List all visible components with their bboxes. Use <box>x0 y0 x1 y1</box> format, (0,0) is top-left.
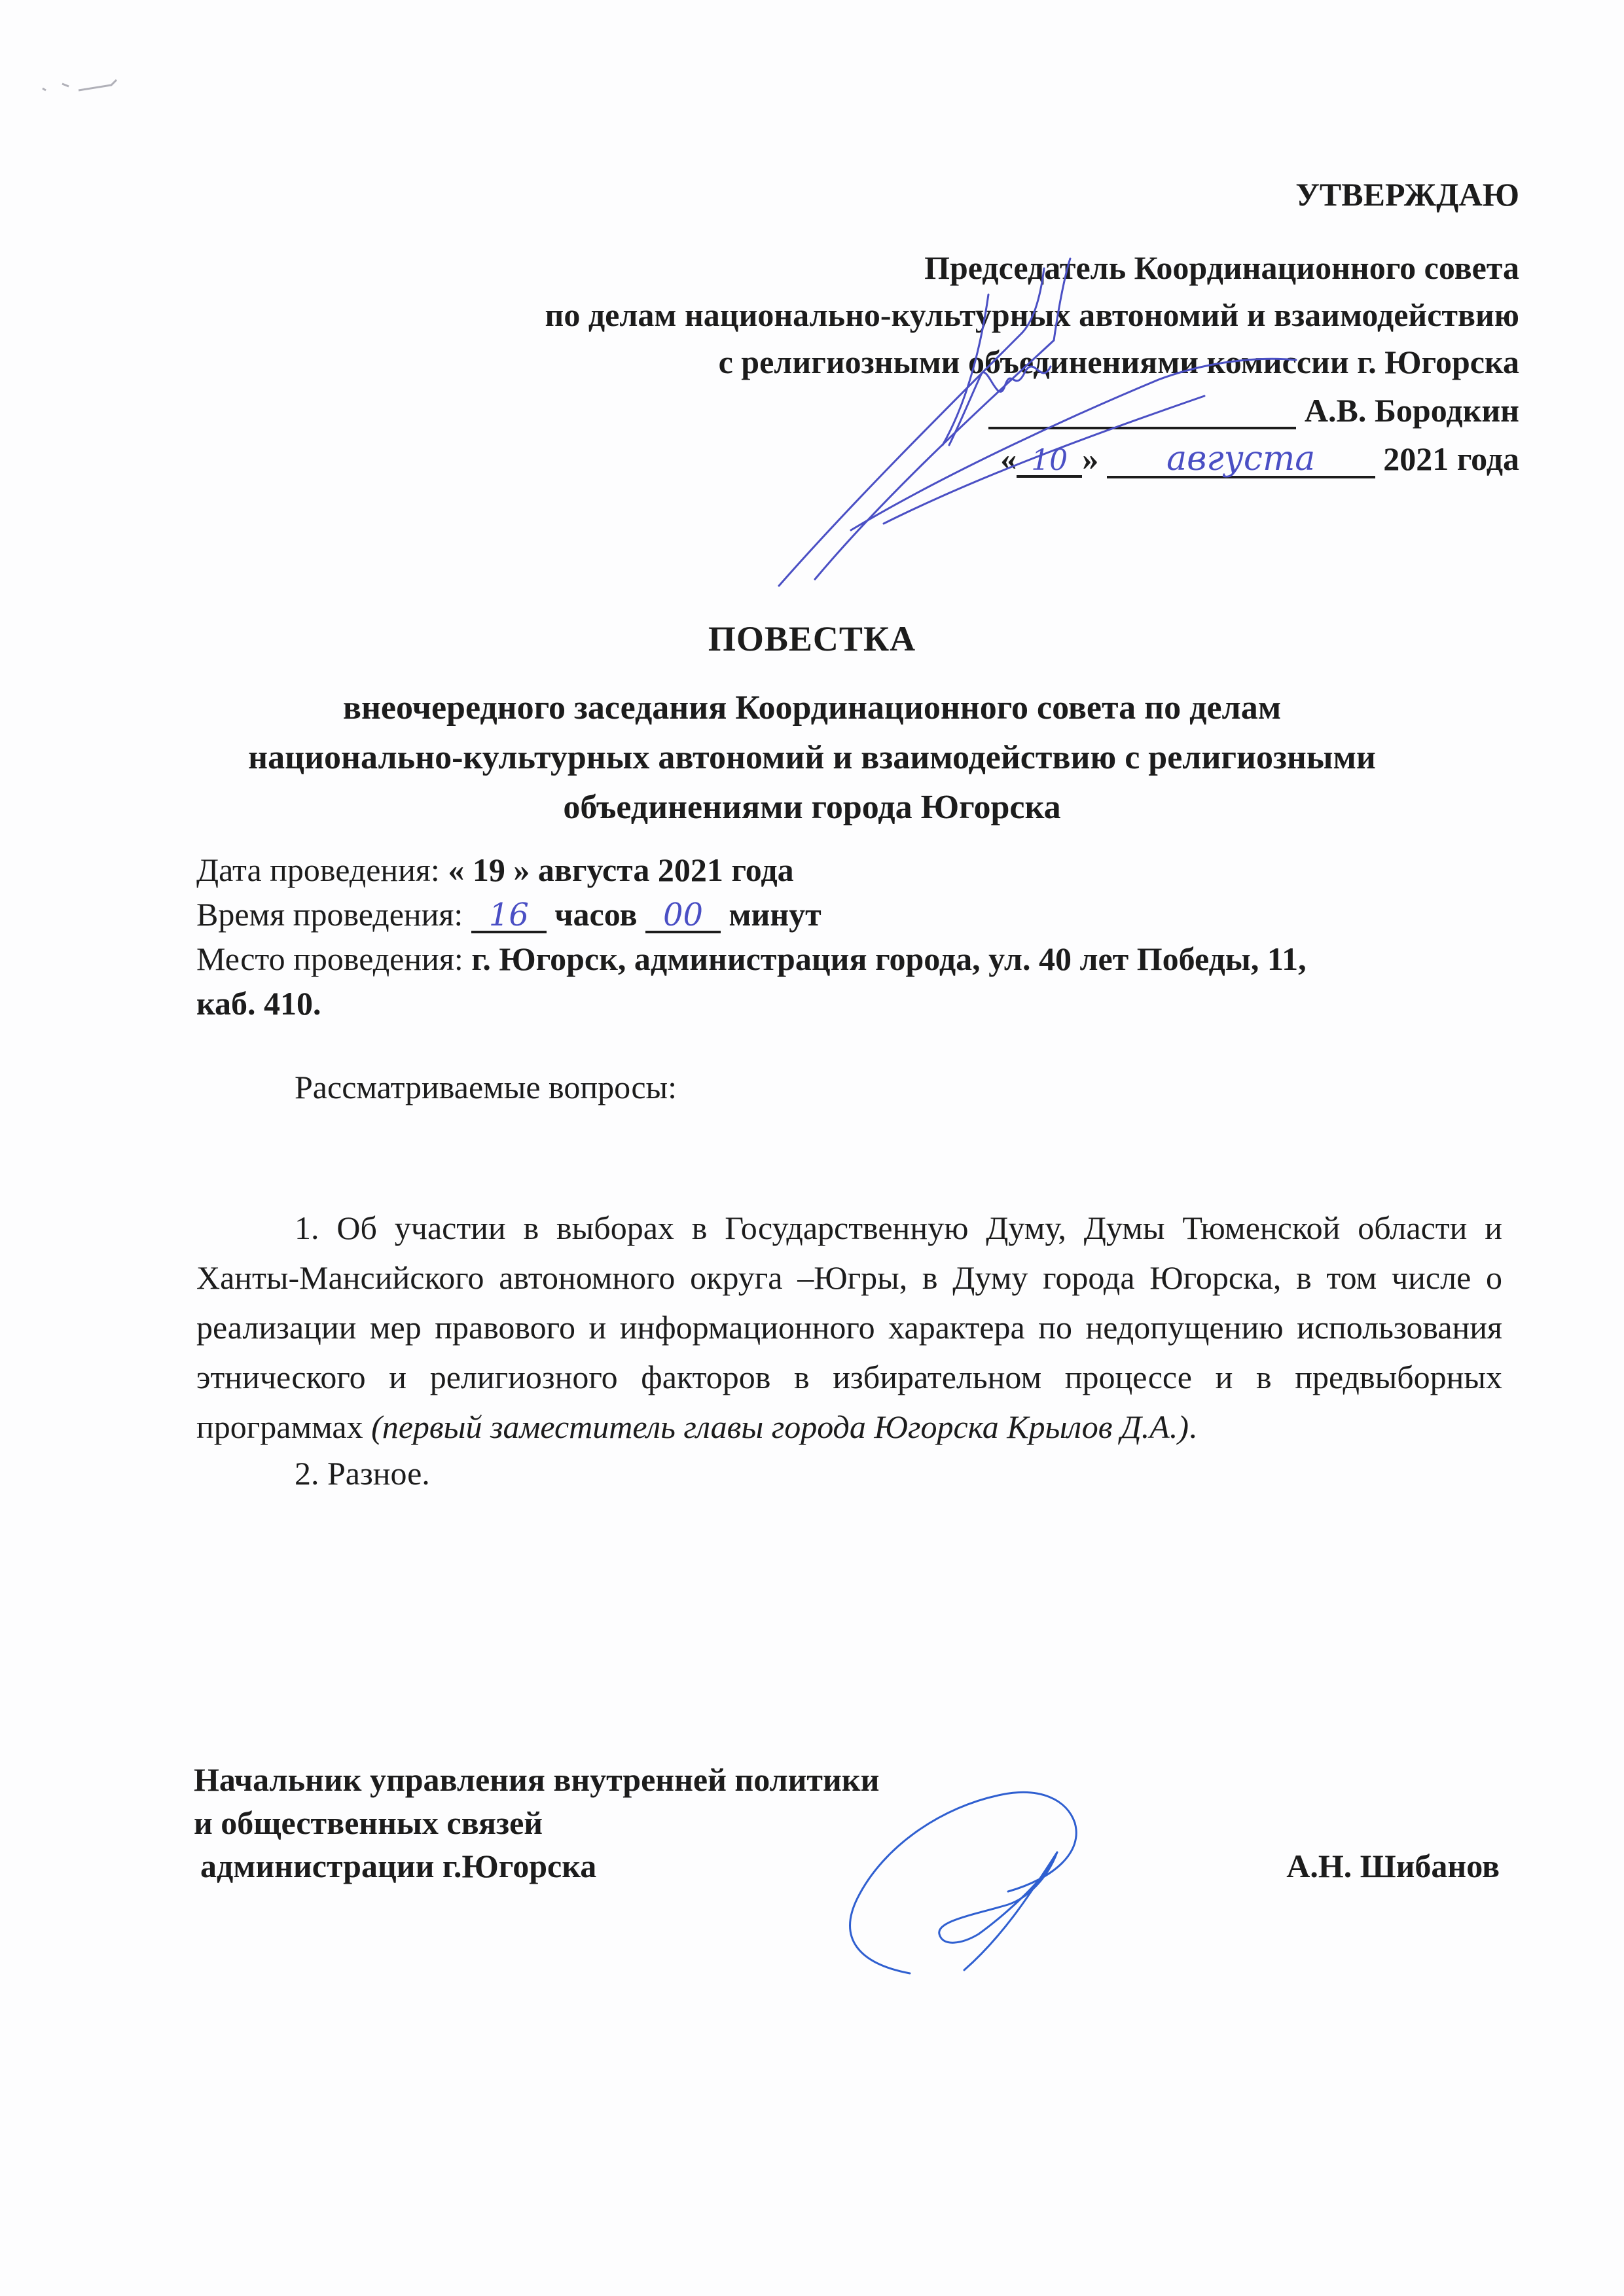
meeting-time-label: Время проведения: <box>196 896 471 933</box>
date-close-quote: » <box>1082 440 1099 477</box>
footer-position-line: Начальник управления внутренней политики <box>194 1761 880 1798</box>
signature-blank <box>988 394 1296 429</box>
meeting-time <box>196 895 821 933</box>
handwritten-month: августа <box>1107 442 1375 478</box>
scan-artifact <box>39 72 131 105</box>
document-subtitle-line: национально-культурных автономий и взаимодействию с религиозными <box>248 739 1376 776</box>
agenda-item-end: . <box>1188 1408 1197 1445</box>
approval-heading: УТВЕРЖДАЮ <box>1295 176 1519 213</box>
approval-position-line: Председатель Координационного совета <box>924 249 1519 286</box>
approval-position-line: с религиозными объединениями комиссии г. Югорска <box>718 344 1519 380</box>
handwritten-minutes: 00 <box>645 899 721 933</box>
document-subtitle-line: внеочередного заседания Координационного совета по делам <box>342 689 1282 726</box>
handwritten-day: 10 <box>1017 446 1082 478</box>
approval-signature-line <box>988 391 1519 429</box>
agenda-item-speaker: (первый заместитель главы города Югорска Крылов Д.А.) <box>371 1408 1189 1445</box>
meeting-place <box>196 940 1307 978</box>
document-title: ПОВЕСТКА <box>708 619 916 658</box>
meeting-date-value: « 19 » августа 2021 года <box>448 852 794 888</box>
footer-signature <box>831 1767 1106 2016</box>
document-subtitle-line: объединениями города Югорска <box>563 789 1061 826</box>
approval-date <box>1000 440 1519 478</box>
footer-position-line: администрации г.Югорска <box>200 1848 597 1884</box>
meeting-place-value: г. Югорск, администрация города, ул. 40 лет Победы, 11, <box>471 941 1307 977</box>
date-year: 2021 года <box>1383 440 1519 477</box>
handwritten-hours: 16 <box>471 899 547 933</box>
agenda-label: Рассматриваемые вопросы: <box>295 1069 677 1105</box>
agenda-item-text: 1. Об участии в выборах в Государственную Думу, Думы Тюменской области и Ханты-Мансийского автономного округа –Югры, в Думу города Югорска, в том числе о реализации мер правового и информационного характера по недопущению использования этнического и религиозного факторов в избирательном процессе и в предвыборных программах <box>196 1210 1502 1445</box>
agenda-item: 2. Разное. <box>295 1455 430 1492</box>
meeting-place-value-continued: каб. 410. <box>196 985 321 1022</box>
meeting-place-label: Место проведения: <box>196 941 472 977</box>
footer-position-line: и общественных связей <box>194 1804 543 1841</box>
minutes-unit: минут <box>720 896 821 933</box>
meeting-date <box>196 851 794 889</box>
approval-position-line: по делам национально-культурных автономий и взаимодействию <box>545 296 1519 333</box>
approval-signatory: А.В. Бородкин <box>1304 392 1519 429</box>
hours-unit: часов <box>546 896 645 933</box>
meeting-date-label: Дата проведения: <box>196 852 448 888</box>
date-open-quote: « <box>1000 440 1017 477</box>
footer-signatory: А.Н. Шибанов <box>1286 1848 1500 1884</box>
agenda-item <box>196 1203 1502 1452</box>
